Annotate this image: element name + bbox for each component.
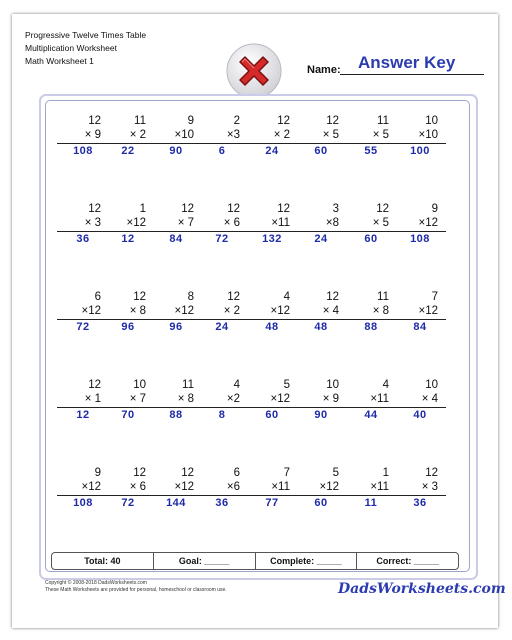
problem-item [394, 114, 446, 158]
name-label: Name: [307, 64, 341, 76]
answer: 60 [246, 407, 298, 422]
answer: 77 [246, 495, 298, 510]
worksheet-title: Progressive Twelve Times Table [25, 30, 147, 40]
answer: 12 [102, 231, 154, 246]
answer: 60 [345, 231, 397, 246]
problem-item [345, 466, 397, 510]
multiplicand: 7 [431, 291, 438, 303]
multiplicand: 12 [88, 379, 101, 391]
multiplier: × 9 [84, 129, 101, 141]
multiplicand: 9 [187, 115, 194, 127]
answer-key-title: Answer Key [358, 53, 456, 72]
answer: 72 [196, 231, 248, 246]
answer: 60 [295, 495, 347, 510]
multiplicand: 4 [283, 291, 290, 303]
problem-item [295, 290, 347, 334]
multiplier: ×12 [319, 481, 339, 493]
problem-item [246, 290, 298, 334]
problem-item [150, 114, 202, 158]
multiplicand: 5 [332, 467, 339, 479]
copyright-line: Copyright © 2008-2018 DadsWorksheets.com [45, 580, 147, 586]
red-x-icon [226, 43, 282, 99]
problem-item [246, 378, 298, 422]
problem-item [345, 114, 397, 158]
problem-item [102, 114, 154, 158]
answer: 8 [196, 407, 248, 422]
answer: 108 [57, 495, 109, 510]
multiplicand: 4 [233, 379, 240, 391]
multiplicand: 2 [233, 115, 240, 127]
copyright-notice [45, 580, 227, 594]
problem-item [246, 202, 298, 246]
answer: 88 [345, 319, 397, 334]
answer: 6 [196, 143, 248, 158]
multiplier: × 4 [322, 305, 339, 317]
answer: 96 [150, 319, 202, 334]
multiplicand: 5 [283, 379, 290, 391]
problem-item [196, 114, 248, 158]
multiplicand: 4 [382, 379, 389, 391]
multiplicand: 6 [233, 467, 240, 479]
multiplier: × 6 [129, 481, 146, 493]
multiplicand: 12 [326, 291, 339, 303]
multiplicand: 6 [94, 291, 101, 303]
worksheet-number: Math Worksheet 1 [25, 56, 94, 66]
multiplicand: 11 [377, 115, 389, 127]
answer: 24 [196, 319, 248, 334]
multiplier: ×12 [418, 305, 438, 317]
problem-item [394, 466, 446, 510]
multiplicand: 7 [283, 467, 290, 479]
multiplier: ×12 [174, 305, 194, 317]
answer: 108 [394, 231, 446, 246]
answer: 24 [246, 143, 298, 158]
problem-item [196, 290, 248, 334]
brand-logo: DadsWorksheets.com [338, 581, 506, 597]
multiplier: ×11 [271, 217, 290, 229]
answer: 55 [345, 143, 397, 158]
multiplicand: 12 [181, 467, 194, 479]
multiplicand: 10 [326, 379, 339, 391]
multiplicand: 8 [187, 291, 194, 303]
multiplier: × 5 [372, 217, 389, 229]
multiplier: ×12 [270, 393, 290, 405]
problem-item [196, 466, 248, 510]
problem-item [295, 202, 347, 246]
multiplier: × 3 [421, 481, 438, 493]
multiplier: × 5 [372, 129, 389, 141]
multiplicand: 12 [277, 115, 290, 127]
problem-item [394, 290, 446, 334]
problem-item [102, 378, 154, 422]
answer: 60 [295, 143, 347, 158]
multiplicand: 11 [182, 379, 194, 391]
answer: 84 [394, 319, 446, 334]
multiplicand: 12 [425, 467, 438, 479]
problem-item [345, 202, 397, 246]
multiplier: ×3 [226, 129, 240, 141]
multiplicand: 3 [332, 203, 339, 215]
answer: 144 [150, 495, 202, 510]
multiplicand: 1 [382, 467, 389, 479]
answer: 96 [102, 319, 154, 334]
answer: 72 [102, 495, 154, 510]
problem-item [345, 378, 397, 422]
multiplicand: 12 [227, 291, 240, 303]
multiplicand: 12 [181, 203, 194, 215]
multiplicand: 12 [227, 203, 240, 215]
score-bar [51, 552, 459, 570]
answer: 100 [394, 143, 446, 158]
multiplier: ×11 [370, 481, 389, 493]
problem-item [295, 466, 347, 510]
answer: 132 [246, 231, 298, 246]
problem-item [345, 290, 397, 334]
problem-item [196, 202, 248, 246]
multiplicand: 12 [133, 467, 146, 479]
multiplier: × 7 [129, 393, 146, 405]
multiplier: ×12 [174, 481, 194, 493]
answer: 72 [57, 319, 109, 334]
answer: 44 [345, 407, 397, 422]
multiplicand: 12 [376, 203, 389, 215]
answer: 90 [295, 407, 347, 422]
problem-item [150, 466, 202, 510]
multiplicand: 1 [139, 203, 146, 215]
correct-cell: Correct: _____ [376, 556, 439, 566]
multiplicand: 12 [326, 115, 339, 127]
name-line [340, 74, 484, 75]
problem-item [295, 114, 347, 158]
problem-item [295, 378, 347, 422]
multiplier: × 8 [177, 393, 194, 405]
multiplicand: 11 [377, 291, 389, 303]
multiplier: ×12 [81, 305, 101, 317]
multiplier: ×12 [126, 217, 146, 229]
problem-item [102, 290, 154, 334]
complete-cell: Complete: _____ [256, 553, 358, 569]
problem-item [246, 466, 298, 510]
multiplicand: 9 [431, 203, 438, 215]
multiplier: × 8 [129, 305, 146, 317]
multiplicand: 9 [94, 467, 101, 479]
multiplier: × 8 [372, 305, 389, 317]
problem-item [150, 202, 202, 246]
problem-item [102, 202, 154, 246]
multiplier: × 3 [84, 217, 101, 229]
multiplier: ×12 [418, 217, 438, 229]
multiplicand: 10 [425, 115, 438, 127]
answer: 36 [394, 495, 446, 510]
multiplier: ×11 [370, 393, 389, 405]
problem-item [394, 202, 446, 246]
answer: 22 [102, 143, 154, 158]
answer: 48 [295, 319, 347, 334]
multiplier: ×8 [325, 217, 339, 229]
problem-item [394, 378, 446, 422]
worksheet-subtitle: Multiplication Worksheet [25, 43, 117, 53]
multiplier: × 5 [322, 129, 339, 141]
usage-line: These Math Worksheets are provided for personal, homeschool or classroom use. [45, 587, 227, 593]
answer: 11 [345, 495, 397, 510]
multiplier: × 1 [84, 393, 101, 405]
multiplier: ×11 [271, 481, 290, 493]
answer: 108 [57, 143, 109, 158]
multiplier: × 4 [421, 393, 438, 405]
goal-cell: Goal: _____ [154, 553, 256, 569]
multiplier: ×12 [81, 481, 101, 493]
multiplier: × 2 [129, 129, 146, 141]
multiplicand: 12 [88, 115, 101, 127]
multiplicand: 10 [133, 379, 146, 391]
answer: 88 [150, 407, 202, 422]
answer: 90 [150, 143, 202, 158]
multiplicand: 12 [277, 203, 290, 215]
multiplier: ×10 [174, 129, 194, 141]
multiplicand: 12 [88, 203, 101, 215]
answer: 70 [102, 407, 154, 422]
answer: 36 [196, 495, 248, 510]
multiplier: ×12 [270, 305, 290, 317]
multiplier: × 6 [223, 217, 240, 229]
total-cell: Total: 40 [52, 553, 154, 569]
problem-item [150, 290, 202, 334]
answer: 24 [295, 231, 347, 246]
answer: 40 [394, 407, 446, 422]
problem-item [150, 378, 202, 422]
answer: 48 [246, 319, 298, 334]
multiplier: ×10 [418, 129, 438, 141]
multiplier: ×2 [226, 393, 240, 405]
multiplier: × 2 [223, 305, 240, 317]
multiplicand: 12 [133, 291, 146, 303]
worksheet-header [25, 29, 146, 68]
multiplier: × 7 [177, 217, 194, 229]
problem-item [246, 114, 298, 158]
multiplicand: 11 [134, 115, 146, 127]
answer: 84 [150, 231, 202, 246]
answer: 12 [57, 407, 109, 422]
multiplier: × 2 [273, 129, 290, 141]
multiplicand: 10 [425, 379, 438, 391]
answer: 36 [57, 231, 109, 246]
problem-item [196, 378, 248, 422]
problem-item [102, 466, 154, 510]
multiplier: ×6 [226, 481, 240, 493]
multiplier: × 9 [322, 393, 339, 405]
